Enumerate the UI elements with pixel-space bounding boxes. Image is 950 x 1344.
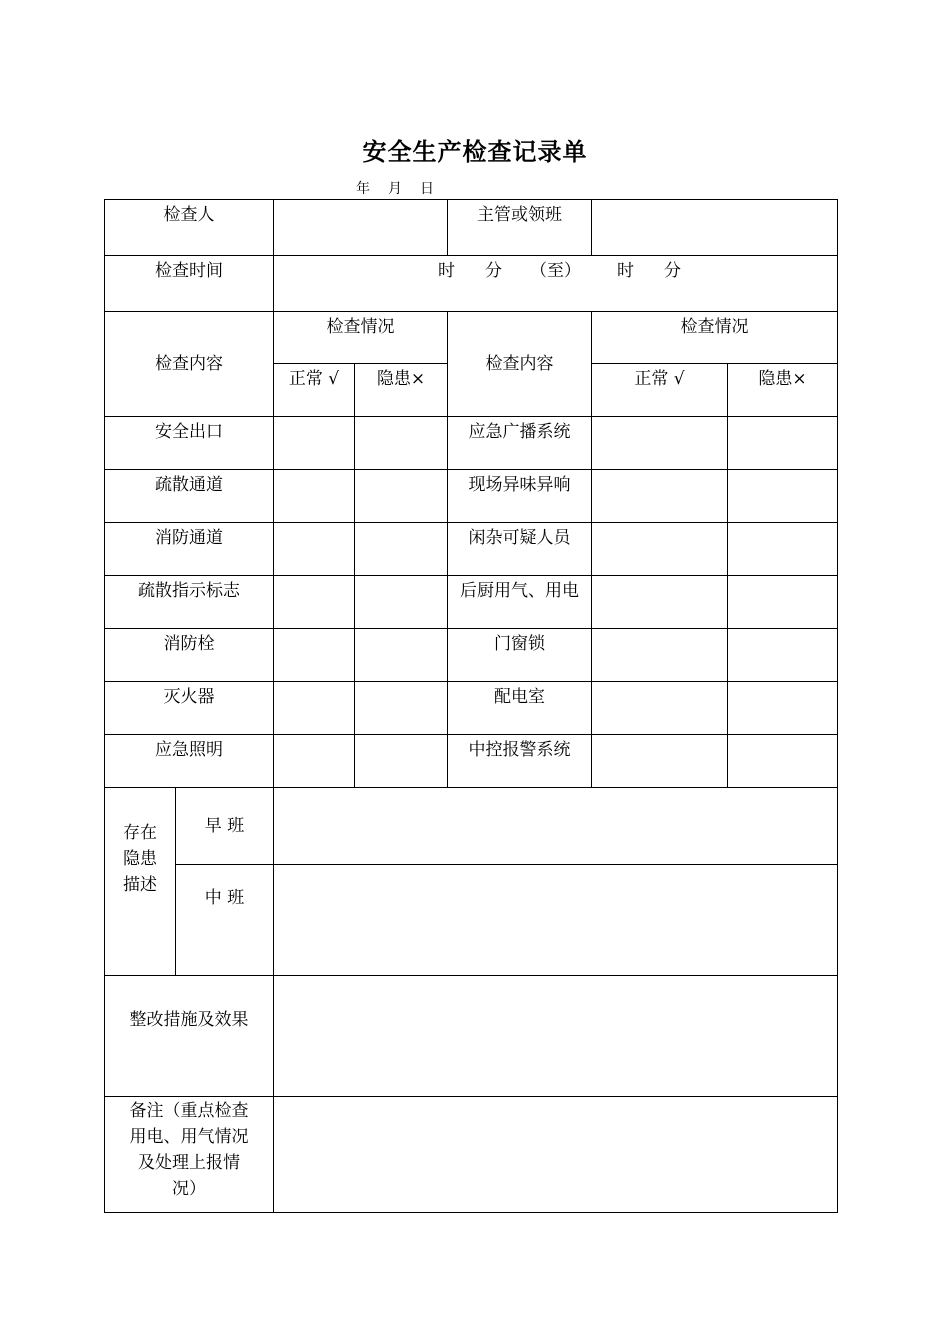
table-row [105, 629, 838, 682]
check-normal-right[interactable] [592, 576, 728, 629]
middle-shift-field[interactable] [274, 865, 838, 976]
morning-shift-field[interactable] [274, 788, 838, 865]
item-left: 应急照明 [105, 735, 274, 788]
item-right: 配电室 [448, 682, 592, 735]
inspector-label: 检查人 [105, 200, 274, 256]
remarks-line: 备注（重点检查 [129, 1101, 249, 1121]
item-right: 应急广播系统 [448, 417, 592, 470]
remarks-field[interactable] [274, 1097, 838, 1213]
item-right: 后厨用气、用电 [448, 576, 592, 629]
check-hazard-left[interactable] [355, 682, 448, 735]
check-hazard-left[interactable] [355, 576, 448, 629]
time-to: （至） [530, 261, 581, 281]
remarks-line: 用电、用气情况 [129, 1127, 249, 1147]
check-normal-left[interactable] [274, 576, 355, 629]
middle-shift-label: 中 班 [176, 865, 274, 976]
rectify-field[interactable] [274, 976, 838, 1097]
date-day: 日 [420, 181, 434, 197]
check-hazard-left[interactable] [355, 629, 448, 682]
check-hazard-right[interactable] [728, 682, 838, 735]
hazard-label-line: 隐患 [123, 849, 157, 869]
check-normal-right[interactable] [592, 417, 728, 470]
check-normal-right[interactable] [592, 735, 728, 788]
check-hazard-right[interactable] [728, 735, 838, 788]
normal-header-right: 正常 √ [592, 364, 728, 417]
table-row [105, 417, 838, 470]
hazard-label-line: 描述 [123, 875, 157, 895]
item-left: 安全出口 [105, 417, 274, 470]
time-hour-2: 时 [617, 261, 634, 281]
table-row [105, 523, 838, 576]
normal-header-left: 正常 √ [274, 364, 355, 417]
check-normal-left[interactable] [274, 417, 355, 470]
time-minute-1: 分 [485, 261, 502, 281]
date-year: 年 [356, 181, 370, 197]
item-left: 消防栓 [105, 629, 274, 682]
rectify-label: 整改措施及效果 [105, 976, 274, 1097]
check-hazard-left[interactable] [355, 523, 448, 576]
date-month: 月 [388, 181, 402, 197]
remarks-line: 况） [172, 1179, 206, 1199]
check-hazard-right[interactable] [728, 576, 838, 629]
item-right: 中控报警系统 [448, 735, 592, 788]
supervisor-field[interactable] [592, 200, 838, 256]
check-hazard-right[interactable] [728, 417, 838, 470]
inspector-field[interactable] [274, 200, 448, 256]
table-row [105, 576, 838, 629]
time-minute-2: 分 [664, 261, 681, 281]
remarks-label [105, 1097, 274, 1213]
item-left: 疏散指示标志 [105, 576, 274, 629]
check-hazard-right[interactable] [728, 523, 838, 576]
item-left: 疏散通道 [105, 470, 274, 523]
check-normal-left[interactable] [274, 735, 355, 788]
check-hazard-left[interactable] [355, 417, 448, 470]
check-normal-right[interactable] [592, 629, 728, 682]
hazard-desc-label [105, 788, 176, 976]
check-hazard-right[interactable] [728, 470, 838, 523]
hazard-label-line: 存在 [123, 823, 157, 843]
check-normal-left[interactable] [274, 629, 355, 682]
time-hour-1: 时 [438, 261, 455, 281]
check-normal-left[interactable] [274, 523, 355, 576]
hazard-header-right: 隐患× [728, 364, 838, 417]
morning-shift-label: 早 班 [176, 788, 274, 865]
check-hazard-left[interactable] [355, 735, 448, 788]
item-left: 灭火器 [105, 682, 274, 735]
item-left: 消防通道 [105, 523, 274, 576]
inspection-form [104, 199, 838, 1213]
content-header-left: 检查内容 [105, 312, 274, 417]
content-header-right: 检查内容 [448, 312, 592, 417]
item-right: 现场异味异响 [448, 470, 592, 523]
page-title: 安全生产检查记录单 [362, 137, 588, 166]
check-normal-right[interactable] [592, 470, 728, 523]
table-row [105, 735, 838, 788]
item-right: 门窗锁 [448, 629, 592, 682]
check-normal-right[interactable] [592, 523, 728, 576]
supervisor-label: 主管或领班 [448, 200, 592, 256]
item-right: 闲杂可疑人员 [448, 523, 592, 576]
check-hazard-left[interactable] [355, 470, 448, 523]
time-field[interactable] [274, 256, 838, 312]
check-normal-left[interactable] [274, 470, 355, 523]
remarks-line: 及处理上报情 [138, 1153, 240, 1173]
check-normal-left[interactable] [274, 682, 355, 735]
hazard-header-left: 隐患× [355, 364, 448, 417]
check-normal-right[interactable] [592, 682, 728, 735]
table-row [105, 682, 838, 735]
status-header-left: 检查情况 [274, 312, 448, 364]
status-header-right: 检查情况 [592, 312, 838, 364]
table-row [105, 470, 838, 523]
time-label: 检查时间 [105, 256, 274, 312]
check-hazard-right[interactable] [728, 629, 838, 682]
date-line [356, 178, 452, 198]
